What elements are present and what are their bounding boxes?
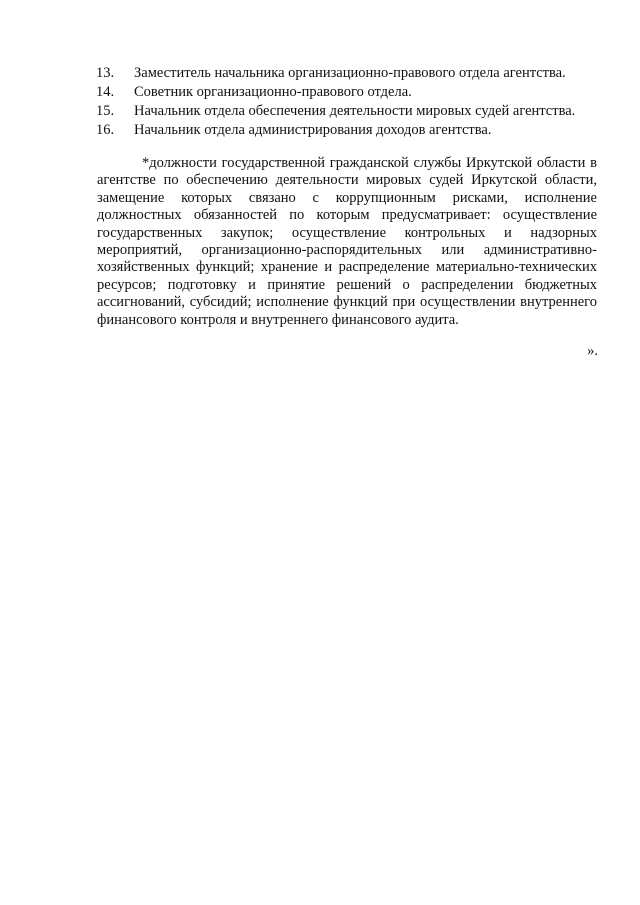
list-item	[96, 102, 606, 121]
list-item	[96, 121, 606, 140]
closing-quote: ».	[587, 343, 598, 359]
list-item-number: 13.	[96, 65, 115, 81]
list-item-text: Советник организационно-правового отдела.	[134, 84, 412, 100]
list-item	[96, 64, 606, 83]
list-item-text: Начальник отдела обеспечения деятельности мировых судей агентства.	[134, 103, 576, 119]
list-item-text: Начальник отдела администрирования доходов агентства.	[134, 122, 492, 138]
list-item-number: 15.	[96, 103, 115, 119]
list-item-text: Заместитель начальника организационно-правового отдела агентства.	[134, 65, 566, 81]
list-item-number: 14.	[96, 84, 115, 100]
position-list	[96, 64, 606, 140]
list-item-number: 16.	[96, 122, 115, 138]
footnote-paragraph: *должности государственной гражданской службы Иркутской области в агентстве по обеспечению деятельности мировых судей Иркутской области, замещение которых связано с коррупционным рисками, исполнение должностных обязанностей по которым предусматривает: осуществление государственных закупок; осуществление контрольных и надзорных мероприятий, организационно-распорядительных или административно-хозяйственных функций; хранение и распределение материально-технических ресурсов; подготовку и принятие решений о распределении бюджетных ассигнований, субсидий; исполнение функций при осуществлении внутреннего финансового контроля и внутреннего финансового аудита.	[97, 155, 597, 328]
list-item	[96, 83, 606, 102]
